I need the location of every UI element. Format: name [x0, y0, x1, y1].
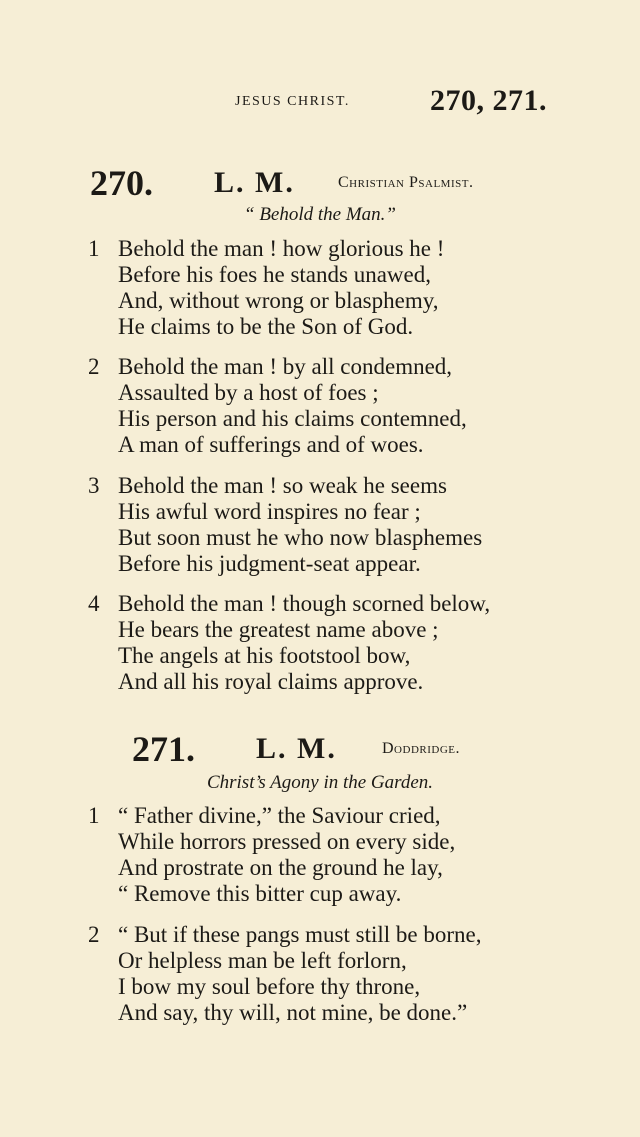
running-head-hymn-numbers: 270, 271.	[430, 84, 547, 117]
hymn-number: 271.	[132, 729, 195, 769]
stanza-number: 2	[88, 354, 100, 379]
verse-line: He claims to be the Son of God.	[118, 314, 414, 339]
hymn-meter: L. M.	[214, 166, 295, 199]
hymn-author: Doddridge.	[382, 740, 460, 757]
verse-line: His person and his claims contemned,	[118, 406, 467, 431]
verse-line: Before his judgment-seat appear.	[118, 551, 421, 576]
running-head-title: JESUS CHRIST.	[235, 94, 350, 109]
verse-line: Or helpless man be left forlorn,	[118, 948, 407, 973]
verse-line: “ Remove this bitter cup away.	[118, 881, 402, 906]
hymn-meter: L. M.	[256, 732, 337, 765]
hymn-270-header	[0, 162, 640, 202]
verse-line: The angels at his footstool bow,	[118, 643, 411, 668]
verse-line: But soon must he who now blasphemes	[118, 525, 483, 550]
verse-line: “ But if these pangs must still be borne,	[118, 922, 482, 947]
running-head	[0, 84, 640, 124]
verse-line: I bow my soul before thy throne,	[118, 974, 421, 999]
verse-line: Behold the man ! though scorned below,	[118, 591, 491, 616]
stanza-number: 3	[88, 473, 100, 498]
verse-line: He bears the greatest name above ;	[118, 617, 439, 642]
verse-line: Behold the man ! how glorious he !	[118, 236, 445, 261]
hymn-author: Christian Psalmist.	[338, 174, 474, 191]
verse-line: Behold the man ! by all condemned,	[118, 354, 453, 379]
verse-line: Behold the man ! so weak he seems	[118, 473, 447, 498]
hymn-270-subtitle: “ Behold the Man.”	[244, 204, 396, 225]
hymn-271-subtitle: Christ’s Agony in the Garden.	[206, 772, 434, 793]
hymn-number: 270.	[90, 163, 153, 203]
verse-line: And, without wrong or blasphemy,	[118, 288, 439, 313]
verse-line: “ Father divine,” the Saviour cried,	[118, 803, 441, 828]
stanza-number: 4	[88, 591, 100, 616]
hymn-271-header	[0, 728, 640, 768]
verse-line: A man of sufferings and of woes.	[118, 432, 424, 457]
verse-line: And say, thy will, not mine, be done.”	[118, 1000, 468, 1025]
verse-line: Assaulted by a host of foes ;	[118, 380, 379, 405]
verse-line: While horrors pressed on every side,	[118, 829, 456, 854]
verse-line: And prostrate on the ground he lay,	[118, 855, 443, 880]
verse-line: His awful word inspires no fear ;	[118, 499, 421, 524]
verse-line: Before his foes he stands unawed,	[118, 262, 431, 287]
stanza-number: 1	[88, 803, 100, 828]
stanza-number: 2	[88, 922, 100, 947]
stanza-number: 1	[88, 236, 100, 261]
verse-line: And all his royal claims approve.	[118, 669, 424, 694]
